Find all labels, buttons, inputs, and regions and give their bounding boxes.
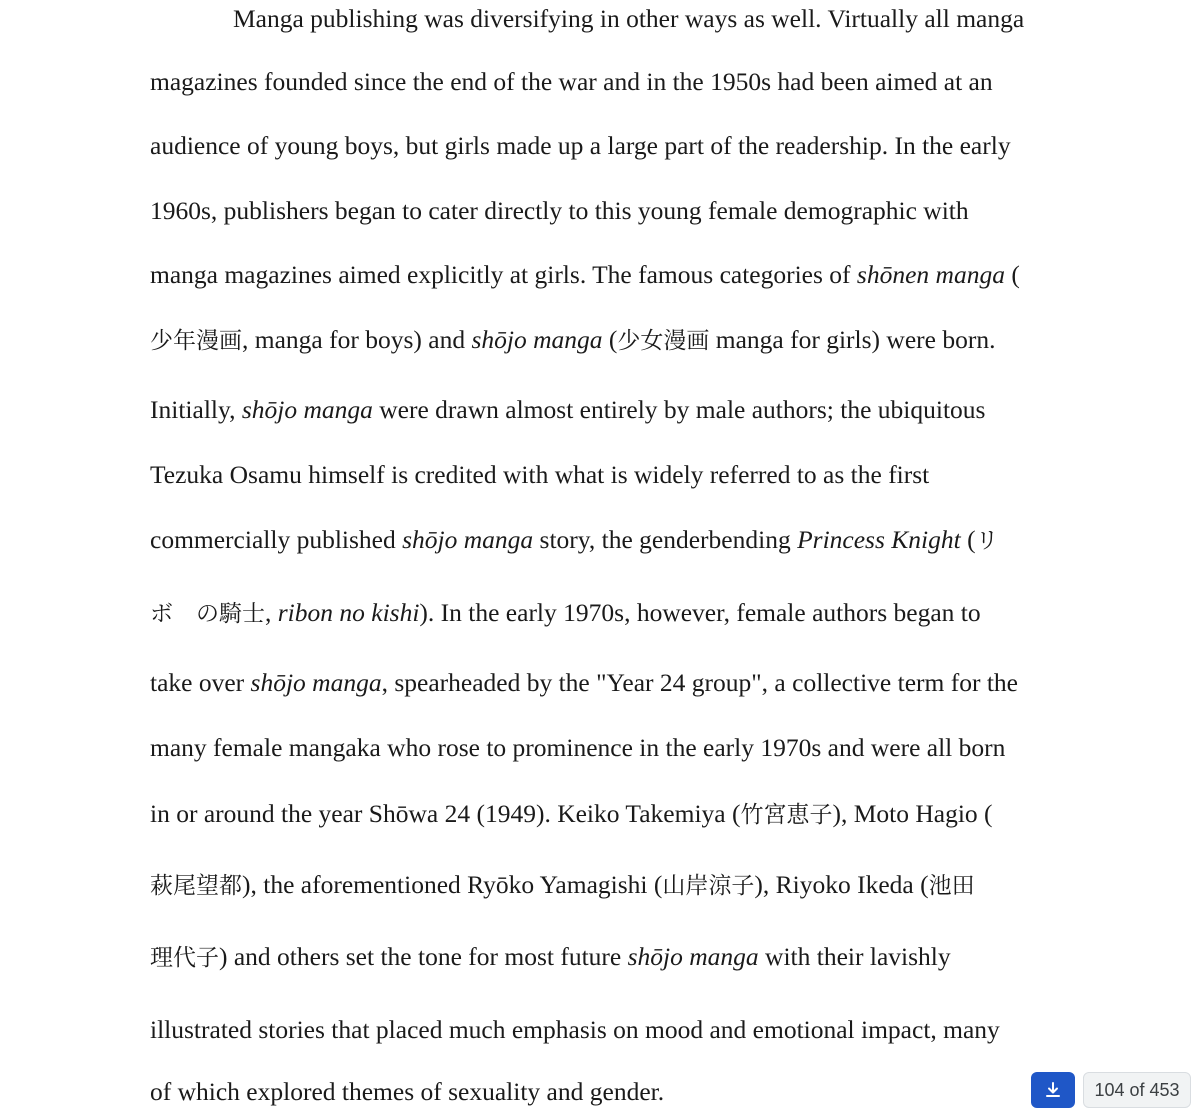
- text-run: many female mangaka who rose to prominence in the early 1970s and were all born: [150, 733, 1006, 762]
- text-run: (: [1004, 260, 1020, 289]
- text-run: take over: [150, 668, 251, 697]
- text-run: (: [960, 525, 976, 554]
- text-run: ,: [265, 598, 278, 627]
- text-run: in or around the year Shōwa 24 (1949). Keiko Takemiya (: [150, 799, 741, 828]
- text-run: story, the genderbending: [533, 525, 798, 554]
- text-line: [150, 799, 993, 830]
- italic-term: shōjo manga: [627, 942, 759, 971]
- text-line: [150, 598, 981, 629]
- text-run: illustrated stories that placed much emphasis on mood and emotional impact, many: [150, 1015, 1000, 1044]
- italic-term: Princess Knight: [797, 525, 961, 554]
- text-run: ) and others set the tone for most future: [219, 942, 628, 971]
- japanese-text: ボ の騎士: [150, 601, 265, 627]
- text-run: ). In the early 1970s, however, female authors began to: [419, 598, 981, 627]
- text-line: [150, 525, 999, 556]
- text-line: [150, 870, 975, 901]
- japanese-text: 竹宮恵子: [740, 802, 833, 828]
- text-run: Initially,: [150, 395, 242, 424]
- text-run: manga magazines aimed explicitly at girls. The famous categories of: [150, 260, 857, 289]
- japanese-text: 少女漫画: [617, 328, 710, 354]
- text-line: [150, 260, 1020, 290]
- italic-term: shōjo manga: [250, 668, 382, 697]
- download-icon: [1044, 1081, 1062, 1099]
- text-run: commercially published: [150, 525, 403, 554]
- text-line: [150, 1077, 664, 1107]
- text-line: [150, 131, 1011, 161]
- text-line: [150, 325, 995, 356]
- page-indicator: 104 of 453: [1083, 1072, 1191, 1108]
- text-run: of which explored themes of sexuality and gender.: [150, 1077, 665, 1106]
- text-line: [150, 460, 929, 490]
- japanese-text: 少年漫画: [150, 328, 242, 354]
- italic-term: shōjo manga: [471, 325, 603, 354]
- text-run: ), Riyoko Ikeda (: [754, 870, 929, 899]
- text-run: were drawn almost entirely by male authors; the ubiquitous: [372, 395, 986, 424]
- japanese-text: 池田: [928, 873, 975, 899]
- japanese-text: 山岸涼子: [662, 873, 755, 899]
- text-run: 1960s, publishers began to cater directly to this young female demographic with: [150, 196, 969, 225]
- text-run: (: [602, 325, 618, 354]
- text-run: , manga for boys) and: [242, 325, 472, 354]
- text-run: , spearheaded by the "Year 24 group", a collective term for the: [381, 668, 1018, 697]
- text-line: [150, 942, 951, 973]
- text-line: [150, 668, 1018, 698]
- text-run: audience of young boys, but girls made up a large part of the readership. In the early: [150, 131, 1011, 160]
- japanese-text: 理代子: [150, 945, 219, 971]
- text-line: [150, 67, 993, 97]
- text-run: Tezuka Osamu himself is credited with what is widely referred to as the first: [150, 460, 930, 489]
- download-button[interactable]: [1031, 1072, 1075, 1108]
- text-line: [150, 395, 985, 425]
- text-run: with their lavishly: [758, 942, 951, 971]
- text-run: ), the aforementioned Ryōko Yamagishi (: [242, 870, 663, 899]
- text-run: Manga publishing was diversifying in other ways as well. Virtually all manga: [233, 4, 1025, 33]
- text-line: [150, 733, 1005, 763]
- italic-term: shōnen manga: [856, 260, 1005, 289]
- text-run: manga for girls) were born.: [709, 325, 996, 354]
- text-run: ), Moto Hagio (: [832, 799, 993, 828]
- italic-term: shōjo manga: [241, 395, 373, 424]
- japanese-text: リ: [975, 528, 999, 554]
- text-line: [150, 1015, 1000, 1045]
- text-line: [233, 4, 1024, 34]
- japanese-text: 萩尾望都: [150, 873, 242, 899]
- italic-term: shōjo manga: [402, 525, 534, 554]
- italic-term: ribon no kishi: [277, 598, 420, 627]
- text-line: [150, 196, 969, 226]
- text-run: magazines founded since the end of the war and in the 1950s had been aimed at an: [150, 67, 993, 96]
